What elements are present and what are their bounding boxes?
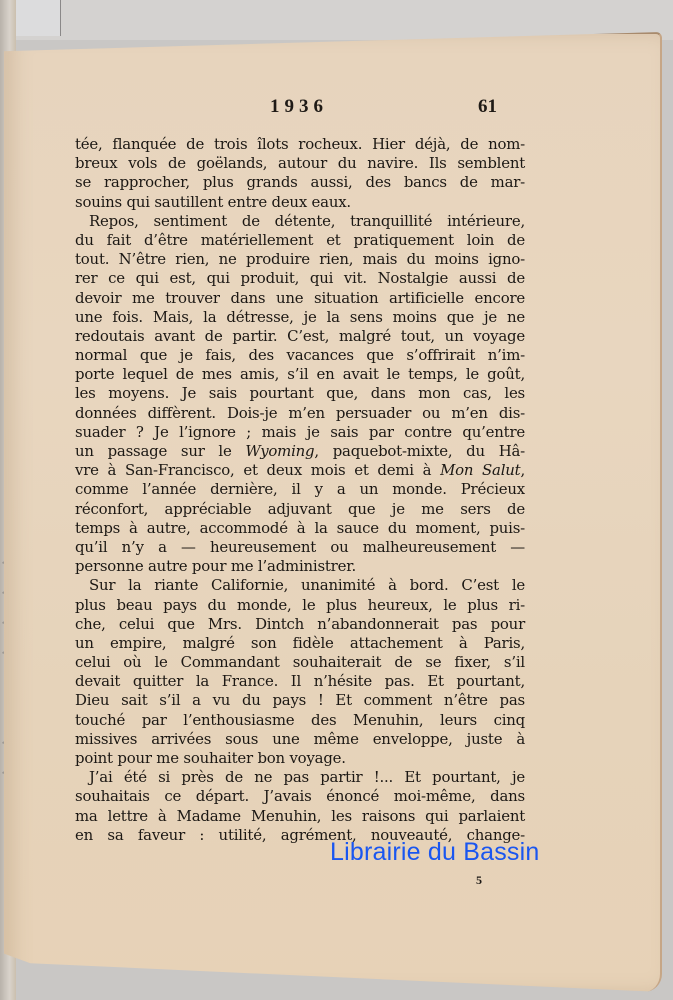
text-line: missives arrivées sous une même enveloppe, juste à [75,729,525,748]
text-line: devait quitter la France. Il n’hésite pas. Et pourtant, [75,672,525,691]
text-line: redoutais avant de partir. C’est, malgré tout, un voyage [75,326,525,345]
text-line: une fois. Mais, la détresse, je la sens moins que je ne [75,307,525,326]
text-line: les moyens. Je sais pourtant que, dans mon cas, les [75,384,525,403]
text-line: rer ce qui est, qui produit, qui vit. Nostalgie aussi de [75,269,525,288]
text-line: Dieu sait s’il a vu du pays ! Et comment n’être pas [75,691,525,710]
text-line: Repos, sentiment de détente, tranquillité intérieure, [89,211,525,230]
text-line: J’ai été si près de ne pas partir !... Et pourtant, je [89,768,525,787]
text-line: en sa faveur : utilité, agrément, nouveauté, change- [75,825,525,844]
text-line: suader ? Je l’ignore ; mais je sais par contre qu’entre [75,422,525,441]
text-line: celui où le Commandant souhaiterait de se fixer, s’il [75,653,525,672]
text-line: touché par l’enthousiasme des Menuhin, leurs cinq [75,710,525,729]
italic-title: Wyoming [245,442,315,460]
text-line: données diffèrent. Dois-je m’en persuader ou m’en dis- [75,403,525,422]
text-line: temps à autre, accommodé à la sauce du moment, puis- [75,518,525,537]
text-line: che, celui que Mrs. Dintch n’abandonnerait pas pour [75,614,525,633]
text-line: un passage sur le Wyoming, paquebot-mixte, du Hâ- [75,442,525,460]
text-line: Sur la riante Californie, unanimité à bord. C’est le [89,576,525,595]
printer-signature-mark: 5 [476,873,482,887]
text-line: vre à San-Francisco, et deux mois et demi à Mon Salut, [75,461,525,480]
page-header [0,96,673,120]
body-text [75,135,525,845]
text-line: se rapprocher, plus grands aussi, des bancs de mar- [75,173,525,192]
text-line: du fait d’être matériellement et pratiquement loin de [75,230,525,249]
text-line: un empire, malgré son fidèle attachement à Paris, [75,633,525,652]
text-line: tout. N’être rien, ne produire rien, mais du moins igno- [75,250,525,269]
text-line: réconfort, appréciable adjuvant que je me sers de [75,499,525,518]
text-line: souhaitais ce départ. J’avais énoncé moi-même, dans [75,787,525,806]
background-surface [0,0,673,40]
text-line: plus beau pays du monde, le plus heureux, le plus ri- [75,595,525,614]
text-line: breux vols de goëlands, autour du navire. Ils semblent [75,154,525,173]
text-line: devoir me trouver dans une situation artificielle encore [75,288,525,307]
page-number: 61 [478,96,497,117]
seller-watermark: Librairie du Bassin [330,838,540,866]
text-line: qu’il n’y a — heureusement ou malheureusement — [75,537,525,556]
text-line: tée, flanquée de trois îlots rocheux. Hier déjà, de nom- [75,135,525,153]
text-line: personne autre pour me l’administrer. [75,557,357,576]
italic-title: Mon Salut [440,461,521,480]
text-line: point pour me souhaiter bon voyage. [75,749,346,767]
running-title: 1936 [270,96,328,117]
text-line: souins qui sautillent entre deux eaux. [75,192,351,211]
text-line: ma lettre à Madame Menuhin, les raisons qui parlaient [75,806,525,825]
text-line: porte lequel de mes amis, s’il en avait le temps, le goût, [75,365,525,384]
text-line: normal que je fais, des vacances que s’offrirait n’im- [75,346,525,365]
text-line: comme l’année dernière, il y a un monde. Précieux [75,480,525,499]
